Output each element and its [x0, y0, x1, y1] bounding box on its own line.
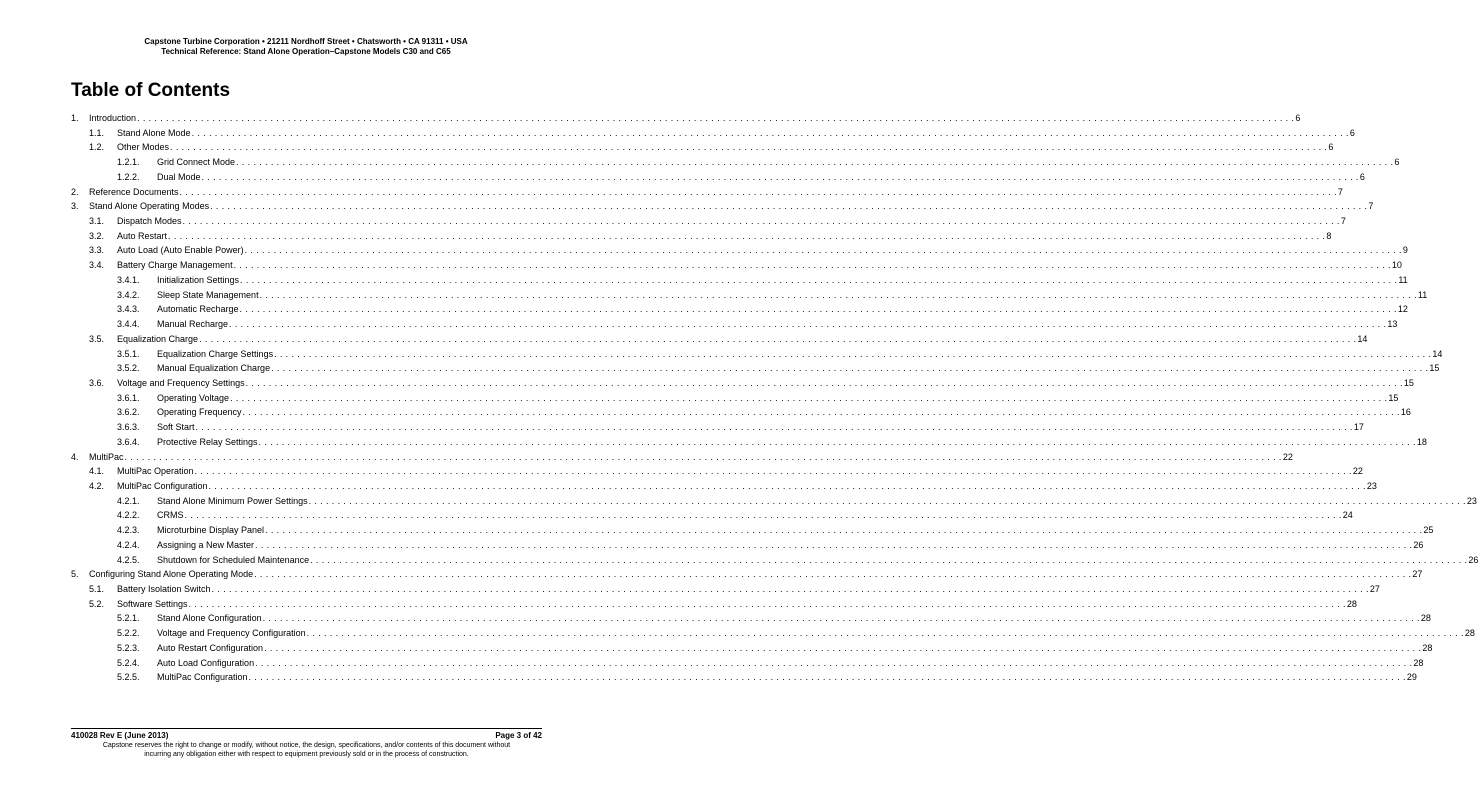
- toc-entry-page: 28: [1346, 598, 1357, 609]
- toc-entry-title: Software Settings: [117, 598, 188, 609]
- toc-entry-title: Microturbine Display Panel: [157, 525, 265, 536]
- toc-entry-page: 6: [1295, 113, 1301, 123]
- toc-entry-page: 14: [1432, 348, 1443, 359]
- toc-entry-page: 14: [1357, 333, 1368, 344]
- toc-leader-dots: . . . . . . . . . . . . . . . . . . . . . . . . . . . . . . . . . . . . . . . . . . . . . . . . . . . . . . . . . . . . . . . . . . . . . . . . . . . . . . . . . . . . . . . . . . . . . . . . . . . . . . . . . . . . . . . . . . . . . . . . . . . . . . . . . . . . . . . . . . . . . . . . . . . . . . . . . . . . . . . . . . . . . . . . . . . . . . . . . . . . . . . . . . . . . . . . . . . . . . . .: [262, 613, 1420, 624]
- toc-entry-page: 8: [1326, 230, 1332, 241]
- toc-entry-title: Configuring Stand Alone Operating Mode: [89, 569, 254, 580]
- toc-entry[interactable]: [71, 317, 1398, 332]
- toc-entry-page: 17: [1353, 422, 1364, 433]
- toc-entry-page: 9: [1402, 245, 1408, 256]
- toc-entry-page: 7: [1337, 186, 1343, 197]
- toc-entry-number: 1.2.: [89, 142, 105, 153]
- page-title: Table of Contents: [71, 80, 231, 101]
- toc-entry-page: 26: [1413, 539, 1424, 550]
- toc-entry-title: Battery Isolation Switch: [117, 584, 211, 594]
- toc-leader-dots: . . . . . . . . . . . . . . . . . . . . . . . . . . . . . . . . . . . . . . . . . . . . . . . . . . . . . . . . . . . . . . . . . . . . . . . . . . . . . . . . . . . . . . . . . . . . . . . . . . . . . . . . . . . . . . . . . . . . . . . . . . . . . . . . . . . . . . . . . . . . . . . . . . . . . . . . . . . . . . . . . . . . . . . . . . . . . . . . . . . . . . . . . . . . . . . . . . . . . . . .: [229, 319, 1387, 330]
- disclaimer: [71, 741, 542, 759]
- toc-entry[interactable]: [71, 376, 1414, 391]
- toc-entry[interactable]: [71, 273, 1408, 288]
- toc-entry-number: 3.6.3.: [117, 422, 140, 433]
- toc-entry[interactable]: [71, 258, 1402, 273]
- toc-entry-number: 4.1.: [89, 466, 105, 477]
- toc-entry[interactable]: [71, 288, 1428, 303]
- toc-leader-dots: . . . . . . . . . . . . . . . . . . . . . . . . . . . . . . . . . . . . . . . . . . . . . . . . . . . . . . . . . . . . . . . . . . . . . . . . . . . . . . . . . . . . . . . . . . . . . . . . . . . . . . . . . . . . . . . . . . . . . . . . . . . . . . . . . . . . . . . . . . . . . . . . . . . . . . . . . . . . . . . . . . . . . . . . . . . . . . . . . . . . . . . . . . . . . . . . . . . . . . . .: [240, 274, 1398, 285]
- toc-entry-page: 11: [1417, 289, 1428, 300]
- toc-entry-page: 11: [1398, 274, 1408, 285]
- toc-entry-number: 2.: [71, 186, 79, 197]
- toc-entry-title: Stand Alone Configuration: [157, 613, 262, 624]
- toc-entry-page: 26: [1468, 554, 1478, 565]
- toc-entry-page: 23: [1466, 495, 1477, 506]
- toc-entry[interactable]: [71, 538, 1424, 553]
- toc-entry-page: 15: [1403, 377, 1414, 388]
- toc-entry-number: 1.: [71, 113, 79, 123]
- toc-entry[interactable]: [71, 464, 1363, 479]
- toc-entry-page: 16: [1400, 407, 1411, 418]
- document-id: 410028 Rev E (June 2013): [71, 731, 169, 740]
- toc-entry[interactable]: [71, 553, 1478, 568]
- toc-entry-page: 12: [1397, 304, 1408, 315]
- toc-entry-title: CRMS: [157, 510, 184, 521]
- toc-entry-number: 3.2.: [89, 230, 105, 241]
- toc-entry-number: 5.2.5.: [117, 672, 140, 683]
- toc-entry-number: 3.4.3.: [117, 304, 140, 315]
- header-reference-line: Technical Reference: Stand Alone Operation–Capstone Models C30 and C65: [161, 47, 451, 56]
- toc-entry-title: Introduction: [89, 113, 137, 123]
- toc-entry-title: Protective Relay Settings: [157, 436, 258, 447]
- toc-entry[interactable]: [71, 479, 1377, 494]
- toc-entry-page: 24: [1342, 510, 1353, 521]
- toc-entry[interactable]: [71, 332, 1368, 347]
- toc-entry-number: 3.5.: [89, 333, 105, 344]
- toc-entry-number: 4.2.1.: [117, 495, 140, 506]
- toc-entry[interactable]: [71, 450, 1293, 465]
- page-number: Page 3 of 42: [495, 731, 542, 740]
- toc-entry-title: Shutdown for Scheduled Maintenance: [157, 554, 310, 565]
- toc-leader-dots: . . . . . . . . . . . . . . . . . . . . . . . . . . . . . . . . . . . . . . . . . . . . . . . . . . . . . . . . . . . . . . . . . . . . . . . . . . . . . . . . . . . . . . . . . . . . . . . . . . . . . . . . . . . . . . . . . . . . . . . . . . . . . . . . . . . . . . . . . . . . . . . . . . . . . . . . . . . . . . . . . . . . . . . . . . . . . . . . . . . . . . . . . . . . . . . . . . . . . . . .: [242, 407, 1400, 418]
- toc-entry-page: 7: [1368, 201, 1374, 212]
- toc-entry-page: 7: [1340, 216, 1346, 227]
- toc-leader-dots: . . . . . . . . . . . . . . . . . . . . . . . . . . . . . . . . . . . . . . . . . . . . . . . . . . . . . . . . . . . . . . . . . . . . . . . . . . . . . . . . . . . . . . . . . . . . . . . . . . . . . . . . . . . . . . . . . . . . . . . . . . . . . . . . . . . . . . . . . . . . . . . . . . . . . . . . . . . . . . . . . . . . . . . . . . . . . . . . . . . . . . . . . . . . . . . . . . . . . . . .: [210, 201, 1368, 212]
- toc-leader-dots: . . . . . . . . . . . . . . . . . . . . . . . . . . . . . . . . . . . . . . . . . . . . . . . . . . . . . . . . . . . . . . . . . . . . . . . . . . . . . . . . . . . . . . . . . . . . . . . . . . . . . . . . . . . . . . . . . . . . . . . . . . . . . . . . . . . . . . . . . . . . . . . . . . . . . . . . . . . . . . . . . . . . . . . . . . . . . . . . . . . . . . . . . . . . . . . . . . . . . . . .: [137, 113, 1295, 123]
- toc-entry[interactable]: [71, 170, 1365, 185]
- toc-entry-title: MultiPac Operation: [117, 466, 194, 477]
- toc-entry-title: MultiPac: [89, 451, 124, 462]
- disclaimer-line: Capstone reserves the right to change or modify, without notice, the design, specifications, and/or contents of this document without: [102, 742, 511, 749]
- toc-entry-title: Auto Restart: [117, 230, 168, 241]
- toc-entry-number: 3.3.: [89, 245, 105, 256]
- toc-leader-dots: . . . . . . . . . . . . . . . . . . . . . . . . . . . . . . . . . . . . . . . . . . . . . . . . . . . . . . . . . . . . . . . . . . . . . . . . . . . . . . . . . . . . . . . . . . . . . . . . . . . . . . . . . . . . . . . . . . . . . . . . . . . . . . . . . . . . . . . . . . . . . . . . . . . . . . . . . . . . . . . . . . . . . . . . . . . . . . . . . . . . . . . . . . . . . . . . . . . . . . . .: [258, 436, 1416, 447]
- toc-entry[interactable]: [71, 611, 1431, 626]
- toc-entry[interactable]: [71, 391, 1399, 406]
- toc-entry[interactable]: [71, 347, 1443, 362]
- toc-entry-page: 18: [1416, 436, 1427, 447]
- toc-leader-dots: . . . . . . . . . . . . . . . . . . . . . . . . . . . . . . . . . . . . . . . . . . . . . . . . . . . . . . . . . . . . . . . . . . . . . . . . . . . . . . . . . . . . . . . . . . . . . . . . . . . . . . . . . . . . . . . . . . . . . . . . . . . . . . . . . . . . . . . . . . . . . . . . . . . . . . . . . . . . . . . . . . . . . . . . . . . . . . . . . . . . . . . . . . . . . . . . . . . . . . . .: [233, 260, 1391, 271]
- toc-entry[interactable]: [71, 214, 1346, 229]
- toc-entry-page: 15: [1388, 392, 1399, 403]
- toc-leader-dots: . . . . . . . . . . . . . . . . . . . . . . . . . . . . . . . . . . . . . . . . . . . . . . . . . . . . . . . . . . . . . . . . . . . . . . . . . . . . . . . . . . . . . . . . . . . . . . . . . . . . . . . . . . . . . . . . . . . . . . . . . . . . . . . . . . . . . . . . . . . . . . . . . . . . . . . . . . . . . . . . . . . . . . . . . . . . . . . . . . . . . . . . . . . . . . . . . . . . . . . .: [308, 495, 1466, 506]
- toc-leader-dots: . . . . . . . . . . . . . . . . . . . . . . . . . . . . . . . . . . . . . . . . . . . . . . . . . . . . . . . . . . . . . . . . . . . . . . . . . . . . . . . . . . . . . . . . . . . . . . . . . . . . . . . . . . . . . . . . . . . . . . . . . . . . . . . . . . . . . . . . . . . . . . . . . . . . . . . . . . . . . . . . . . . . . . . . . . . . . . . . . . . . . . . . . . . . . . . . . . . . . . . .: [199, 333, 1357, 344]
- toc-entry-number: 5.2.2.: [117, 628, 140, 639]
- toc-entry-title: Dispatch Modes: [117, 216, 182, 227]
- toc-leader-dots: . . . . . . . . . . . . . . . . . . . . . . . . . . . . . . . . . . . . . . . . . . . . . . . . . . . . . . . . . . . . . . . . . . . . . . . . . . . . . . . . . . . . . . . . . . . . . . . . . . . . . . . . . . . . . . . . . . . . . . . . . . . . . . . . . . . . . . . . . . . . . . . . . . . . . . . . . . . . . . . . . . . . . . . . . . . . . . . . . . . . . . . . . . . . . . . . . . . . . . . .: [182, 216, 1340, 227]
- toc-entry[interactable]: [71, 641, 1433, 656]
- toc-entry-page: 6: [1394, 157, 1400, 168]
- toc-entry-number: 4.: [71, 451, 79, 462]
- toc-entry-title: Auto Restart Configuration: [157, 642, 264, 653]
- toc-entry-title: Reference Documents: [89, 186, 179, 197]
- toc-entry-title: Stand Alone Mode: [117, 127, 191, 138]
- toc-leader-dots: . . . . . . . . . . . . . . . . . . . . . . . . . . . . . . . . . . . . . . . . . . . . . . . . . . . . . . . . . . . . . . . . . . . . . . . . . . . . . . . . . . . . . . . . . . . . . . . . . . . . . . . . . . . . . . . . . . . . . . . . . . . . . . . . . . . . . . . . . . . . . . . . . . . . . . . . . . . . . . . . . . . . . . . . . . . . . . . . . . . . . . . . . . . . . . . . . . . . . . . .: [236, 157, 1394, 168]
- toc-leader-dots: . . . . . . . . . . . . . . . . . . . . . . . . . . . . . . . . . . . . . . . . . . . . . . . . . . . . . . . . . . . . . . . . . . . . . . . . . . . . . . . . . . . . . . . . . . . . . . . . . . . . . . . . . . . . . . . . . . . . . . . . . . . . . . . . . . . . . . . . . . . . . . . . . . . . . . . . . . . . . . . . . . . . . . . . . . . . . . . . . . . . . . . . . . . . . . . . . . . . . . . .: [264, 642, 1422, 653]
- toc-entry-title: Sleep State Management: [157, 289, 259, 300]
- toc-leader-dots: . . . . . . . . . . . . . . . . . . . . . . . . . . . . . . . . . . . . . . . . . . . . . . . . . . . . . . . . . . . . . . . . . . . . . . . . . . . . . . . . . . . . . . . . . . . . . . . . . . . . . . . . . . . . . . . . . . . . . . . . . . . . . . . . . . . . . . . . . . . . . . . . . . . . . . . . . . . . . . . . . . . . . . . . . . . . . . . . . . . . . . . . . . . . . . . . . . . . . . . .: [259, 289, 1417, 300]
- toc-entry-number: 4.2.2.: [117, 510, 140, 521]
- toc-entry-page: 6: [1328, 142, 1334, 153]
- toc-entry-title: Assigning a New Master: [157, 539, 255, 550]
- toc-entry-page: 27: [1412, 569, 1423, 580]
- toc-entry[interactable]: [71, 155, 1400, 170]
- toc-entry-title: Voltage and Frequency Configuration: [157, 628, 306, 639]
- toc-entry-page: 28: [1464, 628, 1475, 639]
- toc-entry[interactable]: [71, 126, 1355, 141]
- toc-entry[interactable]: [71, 140, 1334, 155]
- toc-leader-dots: . . . . . . . . . . . . . . . . . . . . . . . . . . . . . . . . . . . . . . . . . . . . . . . . . . . . . . . . . . . . . . . . . . . . . . . . . . . . . . . . . . . . . . . . . . . . . . . . . . . . . . . . . . . . . . . . . . . . . . . . . . . . . . . . . . . . . . . . . . . . . . . . . . . . . . . . . . . . . . . . . . . . . . . . . . . . . . . . . . . . . . . . . . . . . . . . . . . . . . . .: [244, 245, 1402, 256]
- toc-entry-number: 3.4.: [89, 260, 105, 271]
- toc-entry-number: 3.6.: [89, 377, 105, 388]
- toc-entry-title: Equalization Charge Settings: [157, 348, 274, 359]
- toc-entry-number: 4.2.4.: [117, 539, 140, 550]
- toc-leader-dots: . . . . . . . . . . . . . . . . . . . . . . . . . . . . . . . . . . . . . . . . . . . . . . . . . . . . . . . . . . . . . . . . . . . . . . . . . . . . . . . . . . . . . . . . . . . . . . . . . . . . . . . . . . . . . . . . . . . . . . . . . . . . . . . . . . . . . . . . . . . . . . . . . . . . . . . . . . . . . . . . . . . . . . . . . . . . . . . . . . . . . . . . . . . . . . . . . . . . . . . .: [271, 363, 1429, 374]
- toc-entry-title: Equalization Charge: [117, 333, 199, 344]
- footer-divider: [71, 728, 542, 729]
- toc-entry-number: 5.2.4.: [117, 657, 140, 668]
- toc-entry-page: 28: [1422, 642, 1433, 653]
- toc-leader-dots: . . . . . . . . . . . . . . . . . . . . . . . . . . . . . . . . . . . . . . . . . . . . . . . . . . . . . . . . . . . . . . . . . . . . . . . . . . . . . . . . . . . . . . . . . . . . . . . . . . . . . . . . . . . . . . . . . . . . . . . . . . . . . . . . . . . . . . . . . . . . . . . . . . . . . . . . . . . . . . . . . . . . . . . . . . . . . . . . . . . . . . . . . . . . . . . . . . . . . . . .: [306, 628, 1464, 639]
- header-company-line: Capstone Turbine Corporation • 21211 Nordhoff Street • Chatsworth • CA 91311 • USA: [144, 37, 468, 46]
- toc-leader-dots: . . . . . . . . . . . . . . . . . . . . . . . . . . . . . . . . . . . . . . . . . . . . . . . . . . . . . . . . . . . . . . . . . . . . . . . . . . . . . . . . . . . . . . . . . . . . . . . . . . . . . . . . . . . . . . . . . . . . . . . . . . . . . . . . . . . . . . . . . . . . . . . . . . . . . . . . . . . . . . . . . . . . . . . . . . . . . . . . . . . . . . . . . . . . . . . . . . . . . . . .: [170, 142, 1328, 153]
- toc-entry-page: 23: [1366, 480, 1377, 491]
- toc-entry[interactable]: [71, 582, 1380, 597]
- toc-leader-dots: . . . . . . . . . . . . . . . . . . . . . . . . . . . . . . . . . . . . . . . . . . . . . . . . . . . . . . . . . . . . . . . . . . . . . . . . . . . . . . . . . . . . . . . . . . . . . . . . . . . . . . . . . . . . . . . . . . . . . . . . . . . . . . . . . . . . . . . . . . . . . . . . . . . . . . . . . . . . . . . . . . . . . . . . . . . . . . . . . . . . . . . . . . . . . . . . . . . . . . . .: [310, 554, 1468, 565]
- toc-entry-number: 3.: [71, 201, 79, 212]
- toc-leader-dots: . . . . . . . . . . . . . . . . . . . . . . . . . . . . . . . . . . . . . . . . . . . . . . . . . . . . . . . . . . . . . . . . . . . . . . . . . . . . . . . . . . . . . . . . . . . . . . . . . . . . . . . . . . . . . . . . . . . . . . . . . . . . . . . . . . . . . . . . . . . . . . . . . . . . . . . . . . . . . . . . . . . . . . . . . . . . . . . . . . . . . . . . . . . . . . . . . . . . . . . .: [201, 171, 1359, 182]
- toc-entry-page: 6: [1359, 171, 1365, 182]
- toc-entry[interactable]: [71, 597, 1357, 612]
- toc-entry-page: 27: [1369, 584, 1380, 594]
- toc-entry-title: Manual Equalization Charge: [157, 363, 271, 374]
- toc-entry[interactable]: [71, 243, 1408, 258]
- toc-entry[interactable]: [71, 494, 1477, 509]
- toc-entry-title: Auto Load (Auto Enable Power): [117, 245, 244, 256]
- toc-entry-title: Manual Recharge: [157, 319, 229, 330]
- toc-entry-number: 1.2.1.: [117, 157, 140, 168]
- toc-entry-page: 22: [1282, 451, 1293, 462]
- toc-leader-dots: . . . . . . . . . . . . . . . . . . . . . . . . . . . . . . . . . . . . . . . . . . . . . . . . . . . . . . . . . . . . . . . . . . . . . . . . . . . . . . . . . . . . . . . . . . . . . . . . . . . . . . . . . . . . . . . . . . . . . . . . . . . . . . . . . . . . . . . . . . . . . . . . . . . . . . . . . . . . . . . . . . . . . . . . . . . . . . . . . . . . . . . . . . . . . . . . . . . . . . . .: [255, 657, 1413, 668]
- toc-leader-dots: . . . . . . . . . . . . . . . . . . . . . . . . . . . . . . . . . . . . . . . . . . . . . . . . . . . . . . . . . . . . . . . . . . . . . . . . . . . . . . . . . . . . . . . . . . . . . . . . . . . . . . . . . . . . . . . . . . . . . . . . . . . . . . . . . . . . . . . . . . . . . . . . . . . . . . . . . . . . . . . . . . . . . . . . . . . . . . . . . . . . . . . . . . . . . . . . . . . . . . . .: [188, 598, 1346, 609]
- toc-leader-dots: . . . . . . . . . . . . . . . . . . . . . . . . . . . . . . . . . . . . . . . . . . . . . . . . . . . . . . . . . . . . . . . . . . . . . . . . . . . . . . . . . . . . . . . . . . . . . . . . . . . . . . . . . . . . . . . . . . . . . . . . . . . . . . . . . . . . . . . . . . . . . . . . . . . . . . . . . . . . . . . . . . . . . . . . . . . . . . . . . . . . . . . . . . . . . . . . . . . . . . . .: [239, 304, 1397, 315]
- toc-entry-title: MultiPac Configuration: [157, 672, 248, 683]
- toc-entry-number: 3.1.: [89, 216, 105, 227]
- toc-entry-number: 3.4.4.: [117, 319, 140, 330]
- toc-entry-title: Soft Start: [157, 422, 195, 433]
- toc-entry-page: 29: [1406, 672, 1417, 683]
- toc-entry[interactable]: [71, 420, 1364, 435]
- toc-leader-dots: . . . . . . . . . . . . . . . . . . . . . . . . . . . . . . . . . . . . . . . . . . . . . . . . . . . . . . . . . . . . . . . . . . . . . . . . . . . . . . . . . . . . . . . . . . . . . . . . . . . . . . . . . . . . . . . . . . . . . . . . . . . . . . . . . . . . . . . . . . . . . . . . . . . . . . . . . . . . . . . . . . . . . . . . . . . . . . . . . . . . . . . . . . . . . . . . . . . . . . . .: [248, 672, 1406, 683]
- toc-entry-title: Operating Voltage: [157, 392, 230, 403]
- toc-entry-number: 5.2.1.: [117, 613, 140, 624]
- toc-entry-number: 1.2.2.: [117, 171, 140, 182]
- toc-entry-number: 3.4.2.: [117, 289, 140, 300]
- toc-entry[interactable]: [71, 523, 1434, 538]
- toc-leader-dots: . . . . . . . . . . . . . . . . . . . . . . . . . . . . . . . . . . . . . . . . . . . . . . . . . . . . . . . . . . . . . . . . . . . . . . . . . . . . . . . . . . . . . . . . . . . . . . . . . . . . . . . . . . . . . . . . . . . . . . . . . . . . . . . . . . . . . . . . . . . . . . . . . . . . . . . . . . . . . . . . . . . . . . . . . . . . . . . . . . . . . . . . . . . . . . . . . . . . . . . .: [254, 569, 1412, 580]
- toc-entry-title: Stand Alone Minimum Power Settings: [157, 495, 308, 506]
- toc-entry-number: 1.1.: [89, 127, 105, 138]
- page-footer: [71, 728, 542, 759]
- toc-entry-number: 4.2.: [89, 480, 105, 491]
- toc-leader-dots: . . . . . . . . . . . . . . . . . . . . . . . . . . . . . . . . . . . . . . . . . . . . . . . . . . . . . . . . . . . . . . . . . . . . . . . . . . . . . . . . . . . . . . . . . . . . . . . . . . . . . . . . . . . . . . . . . . . . . . . . . . . . . . . . . . . . . . . . . . . . . . . . . . . . . . . . . . . . . . . . . . . . . . . . . . . . . . . . . . . . . . . . . . . . . . . . . . . . . . . .: [168, 230, 1326, 241]
- toc-entry[interactable]: [71, 567, 1423, 582]
- toc-leader-dots: . . . . . . . . . . . . . . . . . . . . . . . . . . . . . . . . . . . . . . . . . . . . . . . . . . . . . . . . . . . . . . . . . . . . . . . . . . . . . . . . . . . . . . . . . . . . . . . . . . . . . . . . . . . . . . . . . . . . . . . . . . . . . . . . . . . . . . . . . . . . . . . . . . . . . . . . . . . . . . . . . . . . . . . . . . . . . . . . . . . . . . . . . . . . . . . . . . . . . . . .: [211, 584, 1369, 594]
- toc-entry-number: 4.2.5.: [117, 554, 140, 565]
- toc-entry-title: Auto Load Configuration: [157, 657, 255, 668]
- toc-entry-page: 28: [1413, 657, 1424, 668]
- toc-entry-number: 5.2.: [89, 598, 105, 609]
- toc-entry-title: Dual Mode: [157, 171, 201, 182]
- toc-entry[interactable]: [71, 626, 1475, 641]
- toc-entry-number: 4.2.3.: [117, 525, 140, 536]
- toc-leader-dots: . . . . . . . . . . . . . . . . . . . . . . . . . . . . . . . . . . . . . . . . . . . . . . . . . . . . . . . . . . . . . . . . . . . . . . . . . . . . . . . . . . . . . . . . . . . . . . . . . . . . . . . . . . . . . . . . . . . . . . . . . . . . . . . . . . . . . . . . . . . . . . . . . . . . . . . . . . . . . . . . . . . . . . . . . . . . . . . . . . . . . . . . . . . . . . . . . . . . . . . .: [184, 510, 1342, 521]
- page-header: [0, 37, 612, 57]
- toc-entry-number: 5.2.3.: [117, 642, 140, 653]
- toc-entry[interactable]: [71, 111, 1301, 126]
- toc-entry-title: Stand Alone Operating Modes: [89, 201, 210, 212]
- toc-entry[interactable]: [71, 185, 1343, 200]
- toc-entry-number: 3.4.1.: [117, 274, 140, 285]
- toc-entry-page: 6: [1349, 127, 1355, 138]
- toc-entry-title: Other Modes: [117, 142, 170, 153]
- toc-entry-number: 3.6.2.: [117, 407, 140, 418]
- toc-leader-dots: . . . . . . . . . . . . . . . . . . . . . . . . . . . . . . . . . . . . . . . . . . . . . . . . . . . . . . . . . . . . . . . . . . . . . . . . . . . . . . . . . . . . . . . . . . . . . . . . . . . . . . . . . . . . . . . . . . . . . . . . . . . . . . . . . . . . . . . . . . . . . . . . . . . . . . . . . . . . . . . . . . . . . . . . . . . . . . . . . . . . . . . . . . . . . . . . . . . . . . . .: [208, 480, 1366, 491]
- toc-leader-dots: . . . . . . . . . . . . . . . . . . . . . . . . . . . . . . . . . . . . . . . . . . . . . . . . . . . . . . . . . . . . . . . . . . . . . . . . . . . . . . . . . . . . . . . . . . . . . . . . . . . . . . . . . . . . . . . . . . . . . . . . . . . . . . . . . . . . . . . . . . . . . . . . . . . . . . . . . . . . . . . . . . . . . . . . . . . . . . . . . . . . . . . . . . . . . . . . . . . . . . . .: [255, 539, 1413, 550]
- toc-entry[interactable]: [71, 229, 1332, 244]
- toc-entry-title: Grid Connect Mode: [157, 157, 236, 168]
- toc-entry[interactable]: [71, 670, 1417, 685]
- toc-entry-number: 5.: [71, 569, 79, 580]
- toc-entry-title: Voltage and Frequency Settings: [117, 377, 245, 388]
- toc-leader-dots: . . . . . . . . . . . . . . . . . . . . . . . . . . . . . . . . . . . . . . . . . . . . . . . . . . . . . . . . . . . . . . . . . . . . . . . . . . . . . . . . . . . . . . . . . . . . . . . . . . . . . . . . . . . . . . . . . . . . . . . . . . . . . . . . . . . . . . . . . . . . . . . . . . . . . . . . . . . . . . . . . . . . . . . . . . . . . . . . . . . . . . . . . . . . . . . . . . . . . . . .: [245, 377, 1403, 388]
- toc-entry-number: 5.1.: [89, 584, 105, 594]
- toc-entry[interactable]: [71, 405, 1411, 420]
- toc-entry[interactable]: [71, 199, 1374, 214]
- toc-leader-dots: . . . . . . . . . . . . . . . . . . . . . . . . . . . . . . . . . . . . . . . . . . . . . . . . . . . . . . . . . . . . . . . . . . . . . . . . . . . . . . . . . . . . . . . . . . . . . . . . . . . . . . . . . . . . . . . . . . . . . . . . . . . . . . . . . . . . . . . . . . . . . . . . . . . . . . . . . . . . . . . . . . . . . . . . . . . . . . . . . . . . . . . . . . . . . . . . . . . . . . . .: [195, 422, 1353, 433]
- disclaimer-line: incurring any obligation either with respect to equipment previously sold or in the process of construction.: [144, 751, 469, 758]
- toc-entry-page: 15: [1429, 363, 1440, 374]
- toc-leader-dots: . . . . . . . . . . . . . . . . . . . . . . . . . . . . . . . . . . . . . . . . . . . . . . . . . . . . . . . . . . . . . . . . . . . . . . . . . . . . . . . . . . . . . . . . . . . . . . . . . . . . . . . . . . . . . . . . . . . . . . . . . . . . . . . . . . . . . . . . . . . . . . . . . . . . . . . . . . . . . . . . . . . . . . . . . . . . . . . . . . . . . . . . . . . . . . . . . . . . . . . .: [191, 127, 1349, 138]
- toc-leader-dots: . . . . . . . . . . . . . . . . . . . . . . . . . . . . . . . . . . . . . . . . . . . . . . . . . . . . . . . . . . . . . . . . . . . . . . . . . . . . . . . . . . . . . . . . . . . . . . . . . . . . . . . . . . . . . . . . . . . . . . . . . . . . . . . . . . . . . . . . . . . . . . . . . . . . . . . . . . . . . . . . . . . . . . . . . . . . . . . . . . . . . . . . . . . . . . . . . . . . . . . .: [194, 466, 1352, 477]
- toc-entry[interactable]: [71, 656, 1424, 671]
- toc-entry-page: 13: [1387, 319, 1398, 330]
- toc-leader-dots: . . . . . . . . . . . . . . . . . . . . . . . . . . . . . . . . . . . . . . . . . . . . . . . . . . . . . . . . . . . . . . . . . . . . . . . . . . . . . . . . . . . . . . . . . . . . . . . . . . . . . . . . . . . . . . . . . . . . . . . . . . . . . . . . . . . . . . . . . . . . . . . . . . . . . . . . . . . . . . . . . . . . . . . . . . . . . . . . . . . . . . . . . . . . . . . . . . . . . . . .: [230, 392, 1388, 403]
- toc-entry[interactable]: [71, 435, 1427, 450]
- toc-entry-number: 3.5.1.: [117, 348, 140, 359]
- toc-entry[interactable]: [71, 302, 1408, 317]
- table-of-contents: [71, 111, 1478, 685]
- toc-entry-title: Automatic Recharge: [157, 304, 239, 315]
- toc-entry-page: 22: [1352, 466, 1363, 477]
- toc-entry-page: 25: [1423, 525, 1434, 536]
- toc-entry-number: 3.6.1.: [117, 392, 140, 403]
- toc-entry[interactable]: [71, 508, 1353, 523]
- toc-entry-title: MultiPac Configuration: [117, 480, 208, 491]
- toc-entry-number: 3.6.4.: [117, 436, 140, 447]
- toc-entry-page: 10: [1391, 260, 1402, 271]
- toc-entry-title: Operating Frequency: [157, 407, 242, 418]
- toc-leader-dots: . . . . . . . . . . . . . . . . . . . . . . . . . . . . . . . . . . . . . . . . . . . . . . . . . . . . . . . . . . . . . . . . . . . . . . . . . . . . . . . . . . . . . . . . . . . . . . . . . . . . . . . . . . . . . . . . . . . . . . . . . . . . . . . . . . . . . . . . . . . . . . . . . . . . . . . . . . . . . . . . . . . . . . . . . . . . . . . . . . . . . . . . . . . . . . . . . . . . . . . .: [179, 186, 1337, 197]
- toc-entry-title: Battery Charge Management: [117, 260, 233, 271]
- toc-entry-title: Initialization Settings: [157, 274, 240, 285]
- toc-entry[interactable]: [71, 361, 1440, 376]
- toc-entry-page: 28: [1420, 613, 1431, 624]
- toc-entry-number: 3.5.2.: [117, 363, 140, 374]
- toc-leader-dots: . . . . . . . . . . . . . . . . . . . . . . . . . . . . . . . . . . . . . . . . . . . . . . . . . . . . . . . . . . . . . . . . . . . . . . . . . . . . . . . . . . . . . . . . . . . . . . . . . . . . . . . . . . . . . . . . . . . . . . . . . . . . . . . . . . . . . . . . . . . . . . . . . . . . . . . . . . . . . . . . . . . . . . . . . . . . . . . . . . . . . . . . . . . . . . . . . . . . . . . .: [274, 348, 1432, 359]
- toc-leader-dots: . . . . . . . . . . . . . . . . . . . . . . . . . . . . . . . . . . . . . . . . . . . . . . . . . . . . . . . . . . . . . . . . . . . . . . . . . . . . . . . . . . . . . . . . . . . . . . . . . . . . . . . . . . . . . . . . . . . . . . . . . . . . . . . . . . . . . . . . . . . . . . . . . . . . . . . . . . . . . . . . . . . . . . . . . . . . . . . . . . . . . . . . . . . . . . . . . . . . . . . .: [124, 451, 1282, 462]
- toc-leader-dots: . . . . . . . . . . . . . . . . . . . . . . . . . . . . . . . . . . . . . . . . . . . . . . . . . . . . . . . . . . . . . . . . . . . . . . . . . . . . . . . . . . . . . . . . . . . . . . . . . . . . . . . . . . . . . . . . . . . . . . . . . . . . . . . . . . . . . . . . . . . . . . . . . . . . . . . . . . . . . . . . . . . . . . . . . . . . . . . . . . . . . . . . . . . . . . . . . . . . . . . .: [265, 525, 1423, 536]
